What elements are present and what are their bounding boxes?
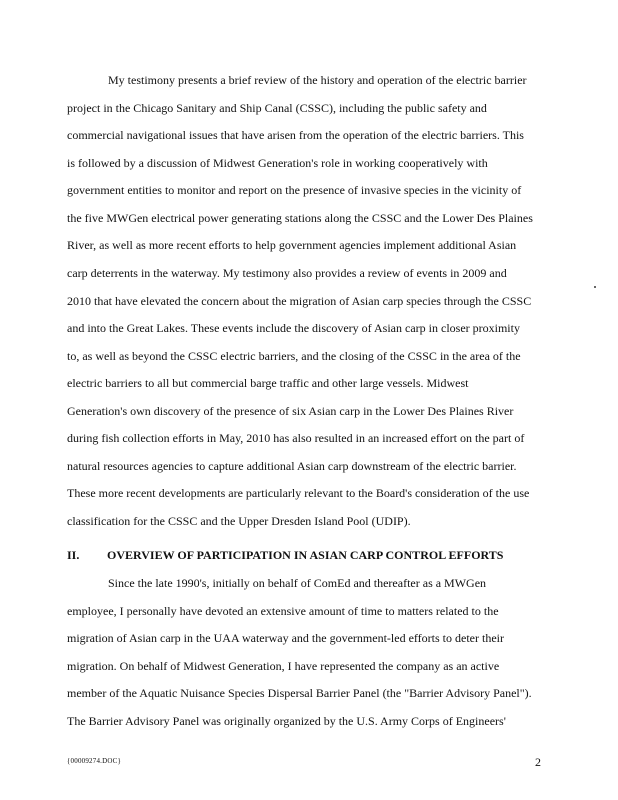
text-line: employee, I personally have devoted an extensive amount of time to matters related to the — [67, 604, 499, 618]
section-title: OVERVIEW OF PARTICIPATION IN ASIAN CARP CONTROL EFFORTS — [107, 548, 504, 562]
text-line: project in the Chicago Sanitary and Ship Canal (CSSC), including the public safety and — [67, 101, 487, 115]
section-number: II. — [67, 548, 80, 562]
text-line: 2010 that have elevated the concern about the migration of Asian carp species through the CSSC — [67, 294, 532, 308]
text-line: member of the Aquatic Nuisance Species Dispersal Barrier Panel (the "Barrier Advisory Panel"). — [67, 686, 532, 700]
text-line: migration. On behalf of Midwest Generation, I have represented the company as an active — [67, 659, 500, 673]
text-line: the five MWGen electrical power generating stations along the CSSC and the Lower Des Plaines — [67, 211, 533, 225]
document-id: {00009274.DOC} — [67, 757, 122, 765]
text-line: is followed by a discussion of Midwest Generation's role in working cooperatively with — [67, 156, 488, 170]
text-line: natural resources agencies to capture additional Asian carp downstream of the electric barrier. — [67, 459, 517, 473]
text-line: and into the Great Lakes. These events include the discovery of Asian carp in closer proximity — [67, 321, 520, 335]
text-line: The Barrier Advisory Panel was originally organized by the U.S. Army Corps of Engineers' — [67, 714, 506, 728]
text-line: electric barriers to all but commercial barge traffic and other large vessels. Midwest — [67, 376, 469, 390]
text-line: Since the late 1990's, initially on behalf of ComEd and thereafter as a MWGen — [108, 576, 487, 590]
text-line: carp deterrents in the waterway. My testimony also provides a review of events in 2009 and — [67, 266, 507, 280]
text-line: to, as well as beyond the CSSC electric barriers, and the closing of the CSSC in the area of the — [67, 349, 521, 363]
text-line: These more recent developments are particularly relevant to the Board's consideration of the use — [67, 486, 530, 500]
text-line: Generation's own discovery of the presence of six Asian carp in the Lower Des Plaines River — [67, 404, 514, 418]
text-line: River, as well as more recent efforts to help government agencies implement additional Asian — [67, 238, 517, 252]
text-line: commercial navigational issues that have arisen from the operation of the electric barriers. This — [67, 128, 524, 142]
text-line: migration of Asian carp in the UAA waterway and the government-led efforts to deter their — [67, 631, 504, 645]
text-line: government entities to monitor and report on the presence of invasive species in the vicinity of — [67, 183, 522, 197]
scan-speck — [594, 286, 596, 288]
page-number: 2 — [535, 755, 541, 769]
text-line: classification for the CSSC and the Upper Dresden Island Pool (UDIP). — [67, 514, 411, 528]
text-line: during fish collection efforts in May, 2010 has also resulted in an increased effort on the part of — [67, 431, 525, 445]
text-line: My testimony presents a brief review of the history and operation of the electric barrier — [108, 73, 527, 87]
